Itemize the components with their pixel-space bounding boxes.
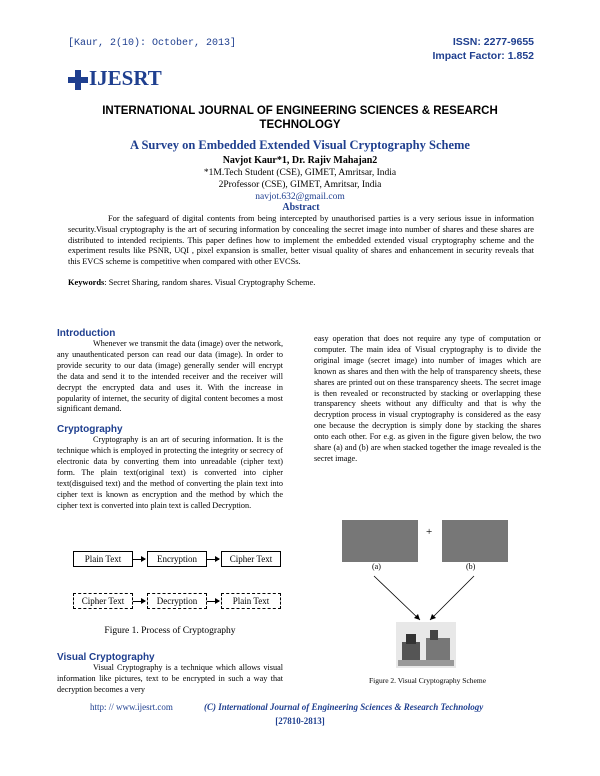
label-b: (b) [466, 562, 476, 571]
flow-cipher-text: Cipher Text [221, 551, 281, 567]
cryptography-text: Cryptography is an art of securing information. It is the technique which is employed in protecting the integrity or secrecy of electronic data by converting them into unreadable (cipher text) form. The plain text(original text) is converted into cipher text(disguised text) and the method of converting the plain text into cipher text is known as encryption and the method by which the cipher text is converted into plain text is called Decryption. [57, 435, 283, 510]
issn: ISSN: 2277-9655 [452, 36, 534, 48]
logo-text: IJESRT [89, 66, 162, 90]
journal-title [60, 104, 540, 132]
flow-arrow [133, 559, 145, 560]
flow-arrow [133, 601, 145, 602]
keywords-text: : Secret Sharing, random shares. Visual Cryptography Scheme. [104, 277, 316, 287]
page-range: [27810-2813] [275, 716, 325, 726]
journal-title-line-2: TECHNOLOGY [259, 119, 341, 131]
abstract-heading: Abstract [282, 202, 320, 213]
right-column-text: easy operation that does not require any type of computation or computer. The main idea of Visual cryptography is to divide the original image (secret image) into number of images which are known as shares and then with the help of transparency sheets, these shares are printed out on these transparency sheets. The secret image is then revealed or reconstructed by stacking or overlapping these transparency sheets without any difficulty and that is why the decryption process in visual cryptography is considered as the easy one because the decryption is simply done by stacking the shares onto each other. For e.g. as given in the figure given below, the two share (a) and (b) are when stacked together the image revealed is the secret image. [314, 334, 541, 463]
visual-cryptography-text: Visual Cryptography is a technique which allows visual information like pictures, text to be encrypted in such a way that decryption becomes a very [57, 663, 283, 694]
authors: Navjot Kaur*1, Dr. Rajiv Mahajan2 [222, 155, 378, 166]
cryptography-heading: Cryptography [57, 424, 123, 436]
paper-title: A Survey on Embedded Extended Visual Cryptography Scheme [130, 138, 470, 152]
secret-image [396, 622, 456, 668]
keywords-label: Keywords [68, 277, 105, 287]
plus-logo-icon [68, 70, 88, 90]
flow-arrow [207, 559, 219, 560]
abstract-text: For the safeguard of digital contents from being intercepted by unauthorised parties is a very serious issue in information security.Visual cryptography is the art of securing information by concealing the secret image into number of shares and these shares are distributed to intended recipients. This paper defines how to implement the embedded extended visual cryptography scheme and the experiment results like PSNR, UQI , pixel expansion is smaller, better visual quality of shares and enhancement in security reveals that this EVCS scheme is competitive when compared with other EVCSs. [68, 214, 534, 267]
email[interactable]: navjot.632@gmail.com [255, 192, 345, 202]
figure-2-caption: Figure 2. Visual Cryptography Scheme [368, 676, 487, 685]
introduction-text: Whenever we transmit the data (image) over the network, any unauthenticated person can read our data (image). In order to provide security to our data (image) generally sender will encrypt the data and send it to the intended receiver and the receiver will decrypt the encrypted data and uses it. With the increase in popularity of internet, the security of digital content becomes a most significant demand. [57, 339, 283, 414]
flow-arrow [207, 601, 219, 602]
flow-decryption: Decryption [147, 593, 207, 609]
affiliation-2: 2Professor (CSE), GIMET, Amritsar, India [218, 180, 382, 190]
keywords [68, 277, 534, 288]
footer-url[interactable]: http: // www.ijesrt.com [90, 702, 173, 712]
footer-copyright: (C) International Journal of Engineering Sciences & Research Technology [204, 702, 484, 712]
running-header: [Kaur, 2(10): October, 2013] [68, 38, 237, 49]
visual-cryptography-heading: Visual Cryptography [57, 652, 155, 663]
ijesrt-logo [68, 66, 198, 94]
plus-sign: + [426, 526, 433, 538]
flow-cipher-text-2: Cipher Text [73, 593, 133, 609]
figure-1 [57, 546, 283, 646]
journal-title-line-1: INTERNATIONAL JOURNAL OF ENGINEERING SCIENCES & RESEARCH [102, 105, 498, 117]
share-a-image [342, 520, 418, 562]
flow-encryption: Encryption [147, 551, 207, 567]
figure-1-caption: Figure 1. Process of Cryptography [104, 626, 236, 636]
share-b-image [442, 520, 508, 562]
affiliation-1: *1M.Tech Student (CSE), GIMET, Amritsar, India [203, 168, 397, 178]
introduction-heading: Introduction [57, 328, 116, 339]
figure-2 [314, 510, 541, 690]
flow-plain-text: Plain Text [73, 551, 133, 567]
label-a: (a) [372, 562, 381, 571]
flow-plain-text-2: Plain Text [221, 593, 281, 609]
impact-factor: Impact Factor: 1.852 [432, 50, 534, 62]
